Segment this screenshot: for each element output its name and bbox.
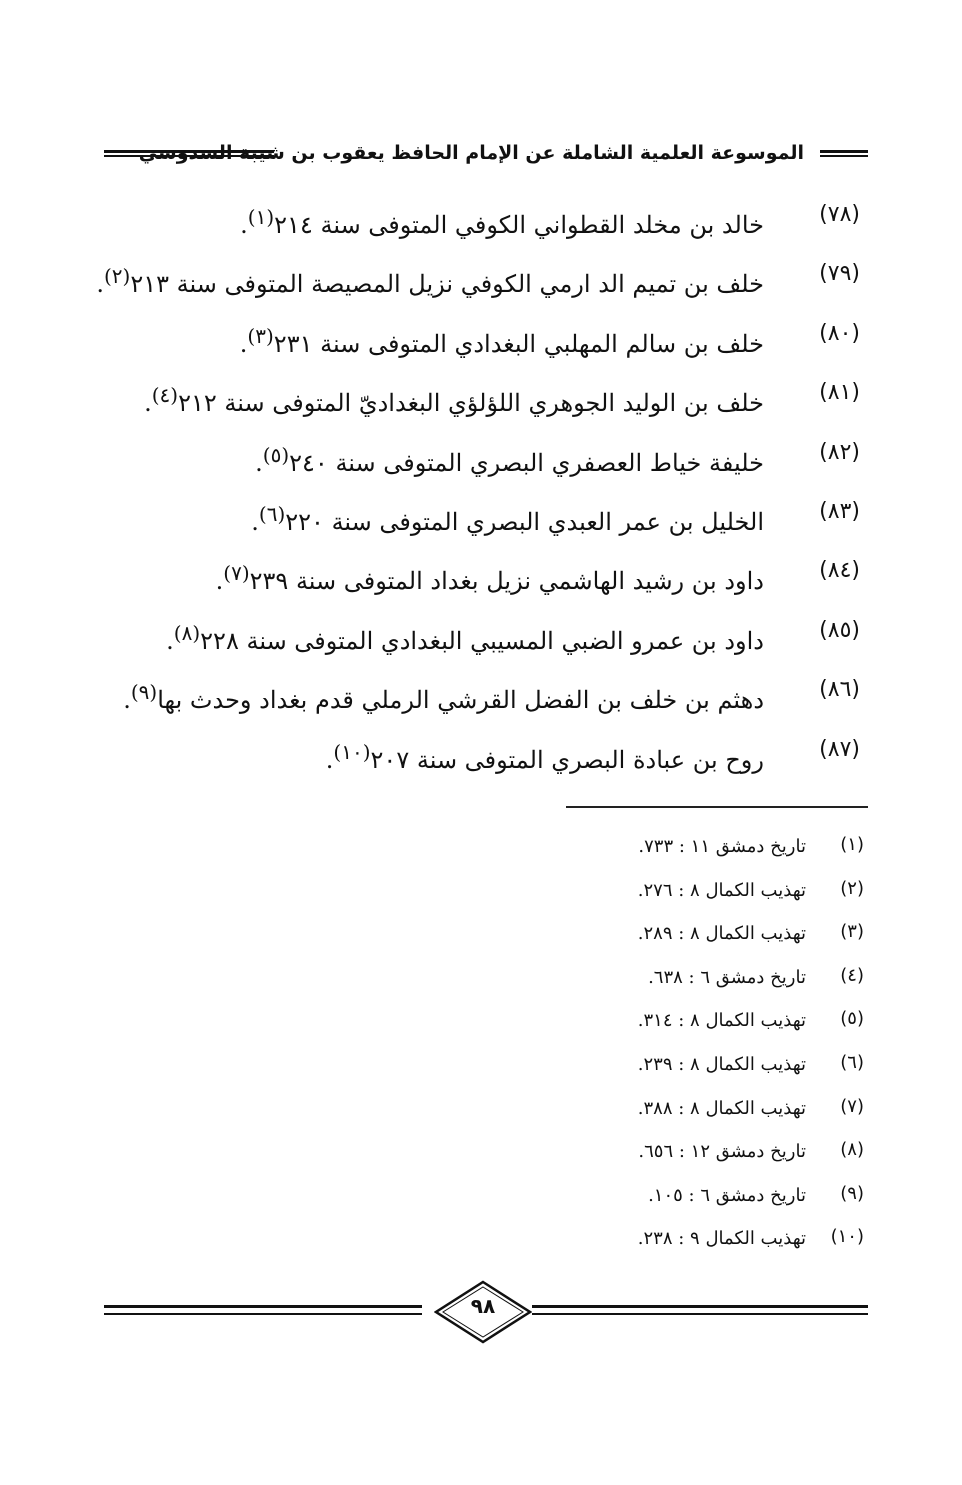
footnote-text: تاريخ دمشق ١٢ : ٦٥٦. <box>638 1141 806 1163</box>
header-title: الموسوعة العلمية الشاملة عن الإمام الحافظ يعقوب بن شيبة السدوسي <box>129 138 814 168</box>
footnote-separator <box>566 806 868 808</box>
entry-text: خلف بن سالم المهلبي البغدادي المتوفى سنة ٢٣١ <box>273 329 764 358</box>
entry-number: (٨٠) <box>819 320 860 346</box>
footnote-ref[interactable]: (٦) <box>258 501 286 526</box>
footnote-number: (٣) <box>840 921 864 943</box>
footnote-6 <box>464 1050 864 1094</box>
footnote-number: (٨) <box>840 1139 864 1161</box>
footnote-number: (٤) <box>840 964 864 986</box>
entry-text: دهثم بن خلف بن الفضل القرشي الرملي قدم بغداد وحدث بها <box>157 686 764 715</box>
entry-number: (٨٧) <box>819 736 860 762</box>
footnote-ref[interactable]: (٥) <box>262 442 290 467</box>
entry-number: (٧٨) <box>819 202 860 227</box>
footnote-ref[interactable]: (٢) <box>103 264 131 289</box>
footnote-text: تهذيب الكمال ٩ : ٢٣٨. <box>637 1228 806 1250</box>
footnote-ref[interactable]: (٧) <box>223 561 250 586</box>
entry-text: خليفة خياط العصفري البصري المتوفى سنة ٢٤٠ <box>289 448 764 477</box>
entry-text: داود بن رشيد الهاشمي نزيل بغداد المتوفى سنة ٢٣٩ <box>249 567 764 596</box>
entry-number: (٧٩) <box>819 261 860 287</box>
footnote-ref[interactable]: (٩) <box>130 680 158 705</box>
footnote-text: تاريخ دمشق ٦ : ١٠٥. <box>648 1184 806 1206</box>
entry-text: روح بن عبادة البصري المتوفى سنة ٢٠٧ <box>370 745 764 774</box>
entry-79: (٧٩) خلف بن تميم الد ارمي الكوفي نزيل المصيصة المتوفى سنة ٢١٣$^{(٢)}$. <box>96 261 860 299</box>
entry-83: (٨٣) الخليل بن عمر العبدي البصري المتوفى سنة ٢٢٠$^{(٦)}$. <box>251 498 860 536</box>
footnote-text: تهذيب الكمال ٨ : ٢٨٩. <box>637 923 806 945</box>
entry-81: (٨١) خلف بن الوليد الجوهري اللؤلؤي البغداديّ المتوفى سنة ٢١٢$^{(٤)}$. <box>144 380 860 418</box>
footnote-5 <box>464 1006 864 1050</box>
header-rule-right <box>820 150 868 157</box>
footnote-8 <box>464 1137 864 1181</box>
footnote-text: تهذيب الكمال ٨ : ٣٨٨. <box>637 1097 806 1119</box>
entry-80: (٨٠) خلف بن سالم المهلبي البغدادي المتوفى سنة ٢٣١$^{(٣)}$. <box>239 320 860 358</box>
footnote-number: (٧) <box>840 1095 864 1117</box>
running-header <box>104 138 868 172</box>
footnote-3 <box>464 919 864 963</box>
footnote-number: (٩) <box>840 1182 864 1204</box>
footnote-4 <box>464 963 864 1007</box>
footnote-ref[interactable]: (٨) <box>173 620 201 645</box>
footnote-text: تاريخ دمشق ١١ : ٧٣٣. <box>638 836 806 857</box>
entry-87: (٨٧) روح بن عبادة البصري المتوفى سنة ٢٠٧$^{(١٠)}$. <box>325 736 860 774</box>
page-number: ٩٨ <box>470 1294 496 1318</box>
footnote-ref[interactable]: (١٠) <box>333 739 371 764</box>
page-footer <box>104 1280 868 1344</box>
entry-82: (٨٢) خليفة خياط العصفري البصري المتوفى سنة ٢٤٠$^{(٥)}$. <box>255 439 860 477</box>
entry-number: (٨٣) <box>819 498 860 524</box>
entry-text: خلف بن تميم الد ارمي الكوفي نزيل المصيصة المتوفى سنة ٢١٣ <box>130 270 764 299</box>
entry-number: (٨٦) <box>819 677 860 703</box>
footnote-ref[interactable]: (٣) <box>247 323 274 348</box>
footnote-number: (٢) <box>840 877 864 899</box>
entry-85: (٨٥) داود بن عمرو الضبي المسيبي البغدادي المتوفى سنة ٢٢٨$^{(٨)}$. <box>166 617 860 655</box>
footnote-number: (١٠) <box>830 1226 864 1248</box>
entry-number: (٨٤) <box>819 558 860 584</box>
entry-number: (٨٢) <box>819 439 860 465</box>
footnote-list <box>464 832 864 1268</box>
entry-list <box>96 196 860 790</box>
footnote-1 <box>464 832 864 876</box>
footnote-text: تاريخ دمشق ٦ : ٦٣٨. <box>648 966 806 988</box>
entry-78: (٧٨) خالد بن مخلد القطواني الكوفي المتوفى سنة ٢١٤$^{(١)}$. <box>240 202 860 239</box>
entry-number: (٨١) <box>819 380 860 406</box>
footnote-number: (٦) <box>840 1051 864 1073</box>
entry-text: الخليل بن عمر العبدي البصري المتوفى سنة ٢٢٠ <box>285 507 764 536</box>
footnote-ref[interactable]: (٤) <box>151 383 179 408</box>
footnote-text: تهذيب الكمال ٨ : ٢٣٩. <box>637 1053 806 1075</box>
entry-text: داود بن عمرو الضبي المسيبي البغدادي المتوفى سنة ٢٢٨ <box>200 626 764 655</box>
entry-text: خالد بن مخلد القطواني الكوفي المتوفى سنة ٢١٤ <box>274 211 764 239</box>
footer-rule-right <box>532 1305 868 1315</box>
entry-text: خلف بن الوليد الجوهري اللؤلؤي البغداديّ المتوفى سنة ٢١٢ <box>178 389 764 418</box>
footnote-number: (١) <box>840 834 864 855</box>
footnote-2 <box>464 876 864 920</box>
header-rule-left <box>104 150 274 157</box>
footnote-ref[interactable]: (١) <box>247 205 275 229</box>
footnote-text: تهذيب الكمال ٨ : ٣١٤. <box>637 1010 806 1032</box>
footnote-7 <box>464 1094 864 1138</box>
entry-number: (٨٥) <box>819 617 860 643</box>
entry-84: (٨٤) داود بن رشيد الهاشمي نزيل بغداد المتوفى سنة ٢٣٩$^{(٧)}$. <box>215 558 860 596</box>
entry-86: (٨٦) دهثم بن خلف بن الفضل القرشي الرملي قدم بغداد وحدث بها$^{(٩)}$. <box>123 677 860 715</box>
footnote-9 <box>464 1181 864 1225</box>
footnote-text: تهذيب الكمال ٨ : ٢٧٦. <box>637 879 806 901</box>
footnote-number: (٥) <box>840 1008 864 1030</box>
footnote-10 <box>464 1224 864 1268</box>
footer-rule-left <box>104 1305 422 1315</box>
